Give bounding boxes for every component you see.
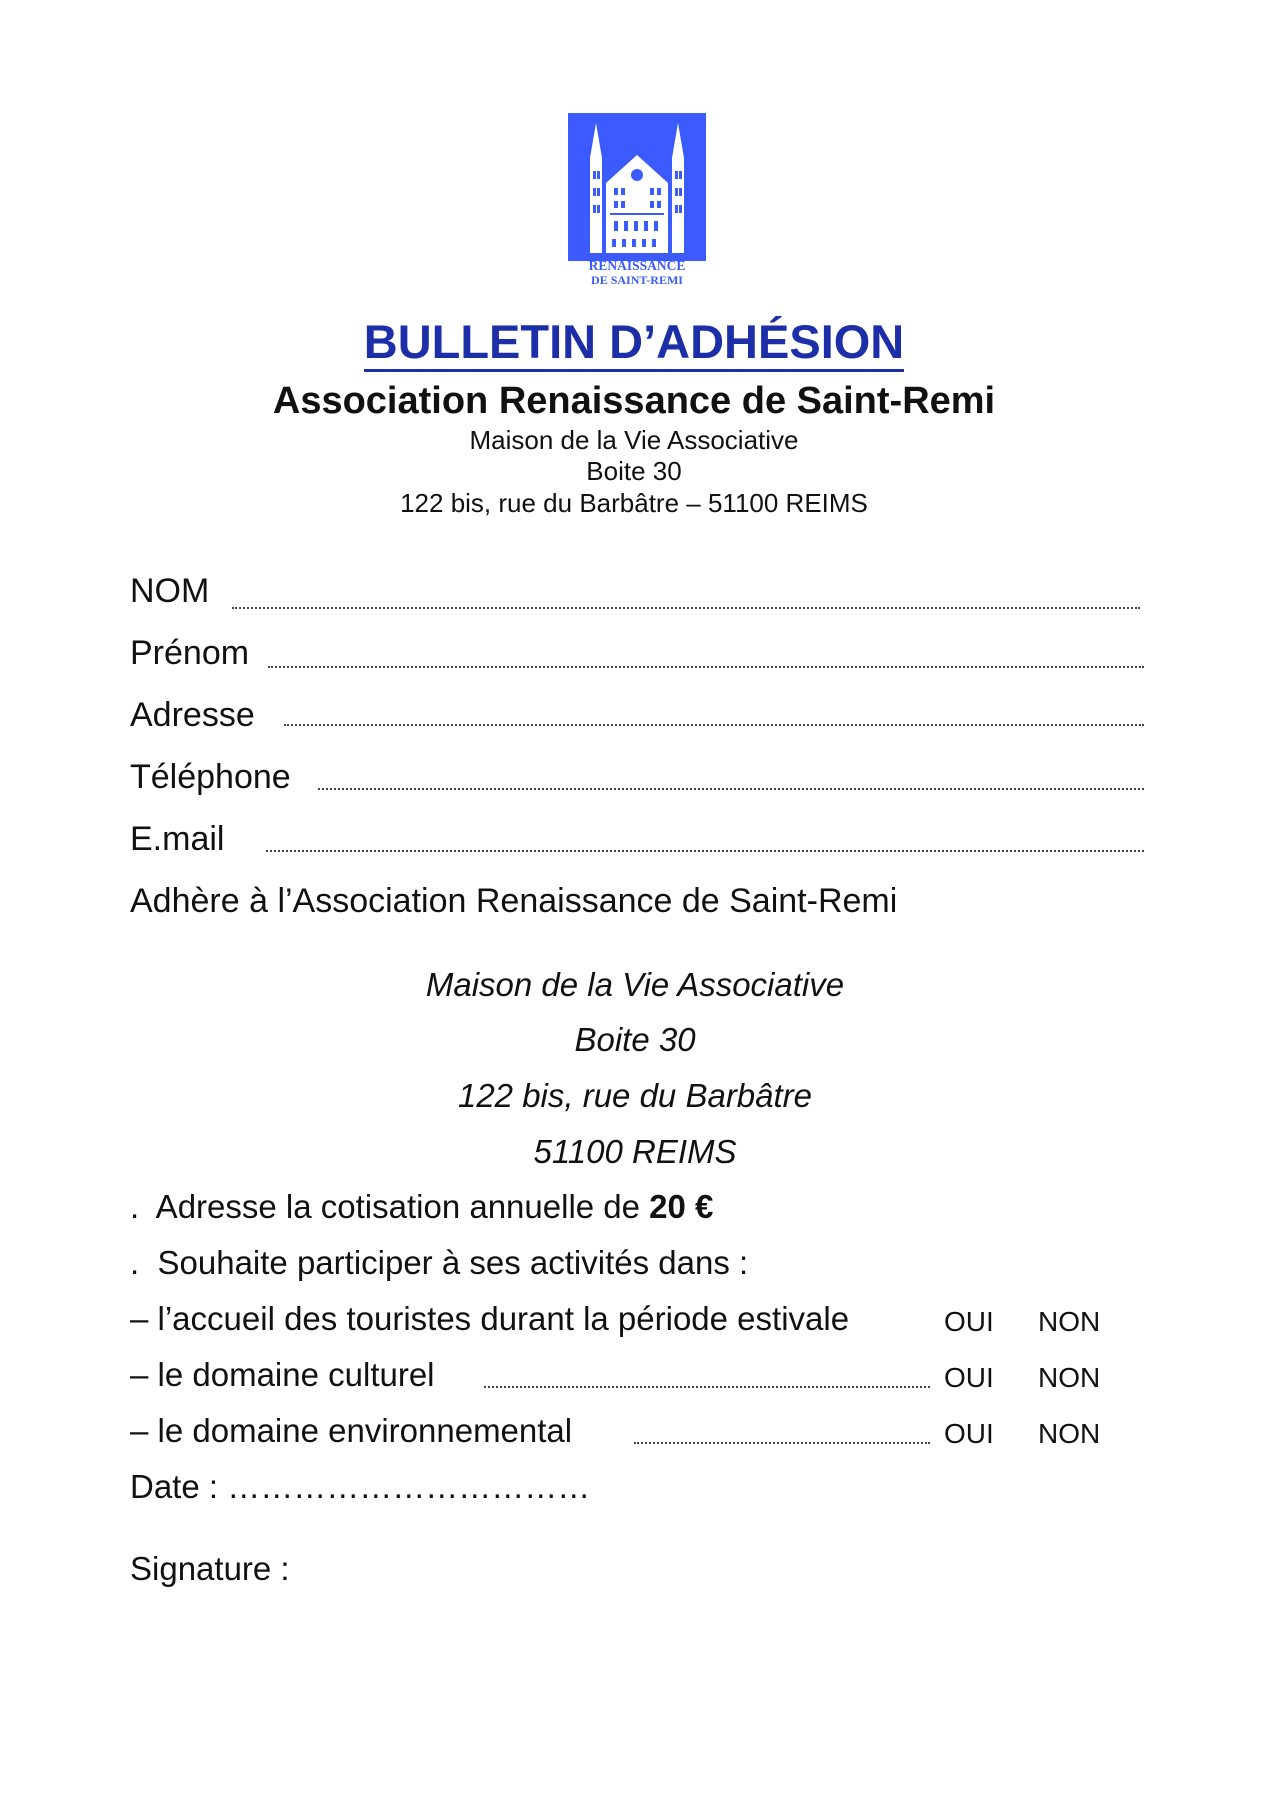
activity-1-non-option[interactable]: NON [1038, 1306, 1101, 1337]
adhere-text: Adhère à l’Association Renaissance de Saint-Remi [130, 882, 898, 920]
telephone-field[interactable] [318, 788, 1144, 790]
postal-line-4: 51100 REIMS [533, 1133, 737, 1170]
nom-field[interactable] [232, 607, 1140, 609]
postal-line-3: 122 bis, rue du Barbâtre [457, 1077, 813, 1114]
postal-line-1: Maison de la Vie Associative [425, 966, 845, 1003]
activity-3-oui-option[interactable]: OUI [944, 1418, 994, 1449]
activity-3-non-option[interactable]: NON [1038, 1418, 1101, 1449]
prenom-label: Prénom [130, 634, 250, 672]
souhaite-line: . Souhaite participer à ses activités dans : [130, 1244, 749, 1281]
activity-2-dots [484, 1386, 930, 1388]
date-field[interactable]: …………………………… [227, 1468, 591, 1505]
association-name: Association Renaissance de Saint-Remi [272, 380, 996, 422]
activity-label-2: – le domaine culturel [130, 1356, 435, 1393]
cotisation-text: . Adresse la cotisation annuelle de [130, 1188, 650, 1225]
activity-3-dots [634, 1442, 930, 1444]
activity-2-non-option[interactable]: NON [1038, 1362, 1101, 1393]
association-logo [568, 113, 706, 291]
activity-label-3: – le domaine environnemental [130, 1412, 573, 1449]
cotisation-line [130, 1188, 713, 1226]
adresse-label: Adresse [130, 696, 255, 734]
header-address-line-3: 122 bis, rue du Barbâtre – 51100 REIMS [400, 488, 868, 518]
email-field[interactable] [266, 850, 1144, 852]
logo-line1: RENAISSANCE [588, 258, 686, 273]
page-title: BULLETIN D’ADHÉSION [0, 314, 1268, 369]
signature-label: Signature : [130, 1550, 290, 1587]
basilica-logo-icon [568, 113, 706, 291]
cotisation-amount: 20 € [649, 1188, 714, 1225]
date-line [130, 1468, 590, 1506]
email-label: E.mail [130, 820, 225, 858]
adresse-field[interactable] [284, 724, 1144, 726]
activity-label-1: – l’accueil des touristes durant la période estivale [130, 1300, 850, 1337]
telephone-label: Téléphone [130, 758, 291, 796]
activity-1-oui-option[interactable]: OUI [944, 1306, 994, 1337]
nom-label: NOM [130, 572, 210, 610]
header-address-line-2: Boite 30 [586, 456, 682, 486]
header-address-line-1: Maison de la Vie Associative [469, 425, 799, 455]
date-label: Date : [130, 1468, 228, 1505]
logo-line2: DE SAINT-REMI [591, 273, 683, 287]
postal-line-2: Boite 30 [574, 1021, 696, 1058]
prenom-field[interactable] [268, 666, 1144, 668]
activity-2-oui-option[interactable]: OUI [944, 1362, 994, 1393]
